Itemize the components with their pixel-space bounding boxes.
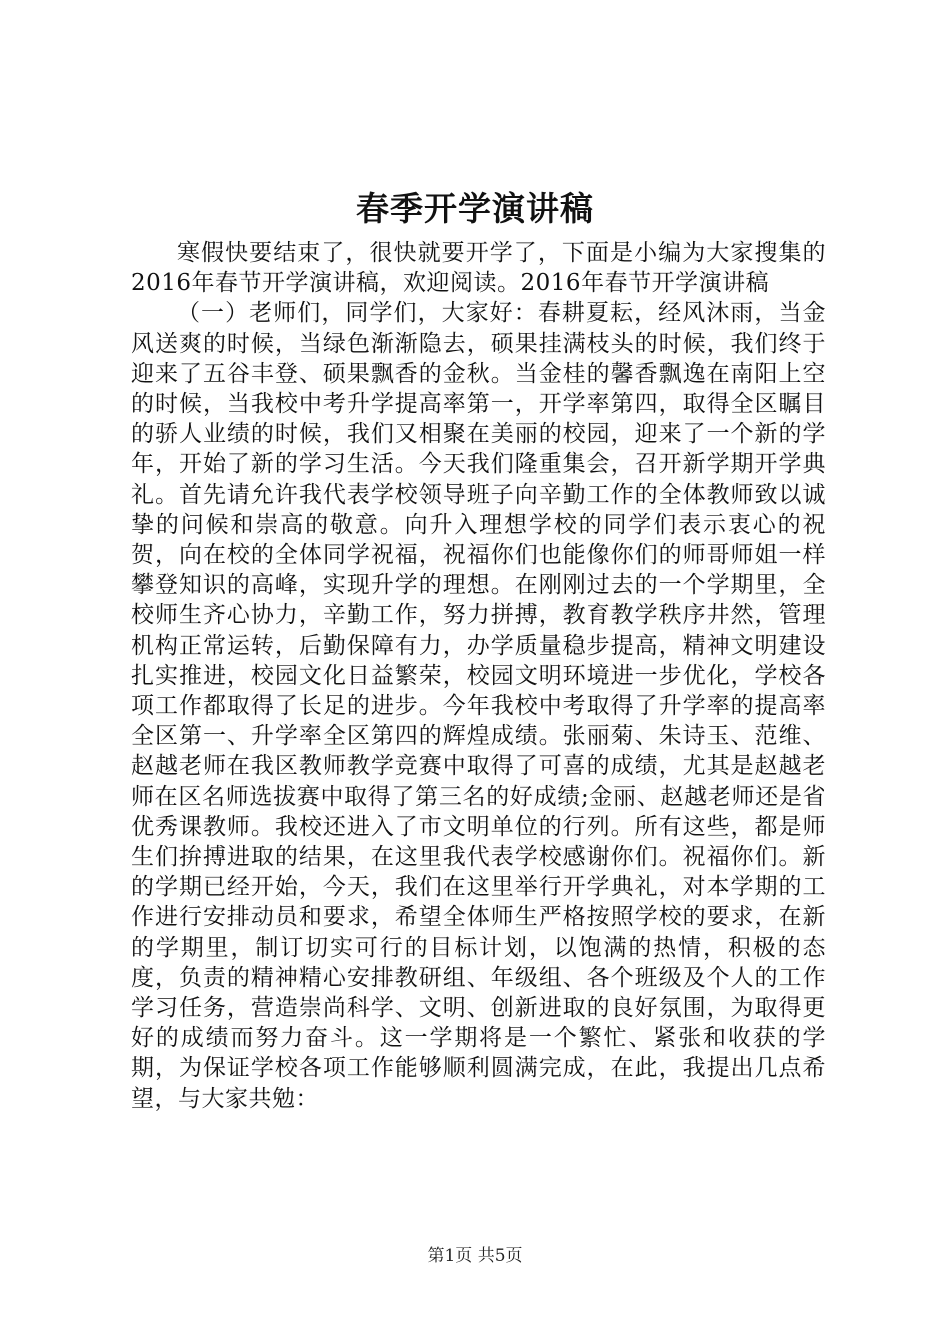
speech-paragraph: （一）老师们，同学们，大家好：春耕夏耘，经风沐雨，当金风送爽的时候，当绿色渐渐隐去，硕果挂满枝头的时候，我们终于迎来了五谷丰登、硕果飘香的金秋。当金桂的馨香飘逸在南阳上空的时候，当我校中考升学提高率第一，开学率第四，取得全区瞩目的骄人业绩的时候，我们又相聚在美丽的校园，迎来了一个新的学年，开始了新的学习生活。今天我们隆重集会，召开新学期开学典礼。首先请允许我代表学校领导班子向辛勤工作的全体教师致以诚挚的问候和崇高的敬意。向升入理想学校的同学们表示衷心的祝贺，向在校的全体同学祝福，祝福你们也能像你们的师哥师姐一样攀登知识的高峰，实现升学的理想。在刚刚过去的一个学期里，全校师生齐心协力，辛勤工作，努力拼搏，教育教学秩序井然，管理机构正常运转，后勤保障有力，办学质量稳步提高，精神文明建设扎实推进，校园文化日益繁荣，校园文明环境进一步优化，学校各项工作都取得了长足的进步。今年我校中考取得了升学率的提高率全区第一、升学率全区第四的辉煌成绩。张丽菊、朱诗玉、范维、赵越老师在我区教师教学竞赛中取得了可喜的成绩，尤其是赵越老师在区名师选拔赛中取得了第三名的好成绩;金丽、赵越老师还是省优秀课教师。我校还进入了市文明单位的行列。所有这些，都是师生们拚搏进取的结果，在这里我代表学校感谢你们。祝福你们。新的学期已经开始，今天，我们在这里举行开学典礼，对本学期的工作进行安排动员和要求，希望全体师生严格按照学校的要求，在新的学期里，制订切实可行的目标计划，以饱满的热情，积极的态度，负责的精神精心安排教研组、年级组、各个班级及个人的工作学习任务，营造崇尚科学、文明、创新进取的良好氛围，为取得更好的成绩而努力奋斗。这一学期将是一个繁忙、紧张和收获的学期，为保证学校各项工作能够顺利圆满完成，在此，我提出几点希望，与大家共勉：: [131, 300, 826, 1112]
document-title: 春季开学演讲稿: [356, 189, 594, 228]
page-footer: 第1页 共5页: [427, 1246, 523, 1266]
intro-paragraph: 寒假快要结束了，很快就要开学了，下面是小编为大家搜集的2016年春节开学演讲稿，欢迎阅读。2016年春节开学演讲稿: [131, 240, 826, 297]
document-body: [131, 238, 826, 1114]
